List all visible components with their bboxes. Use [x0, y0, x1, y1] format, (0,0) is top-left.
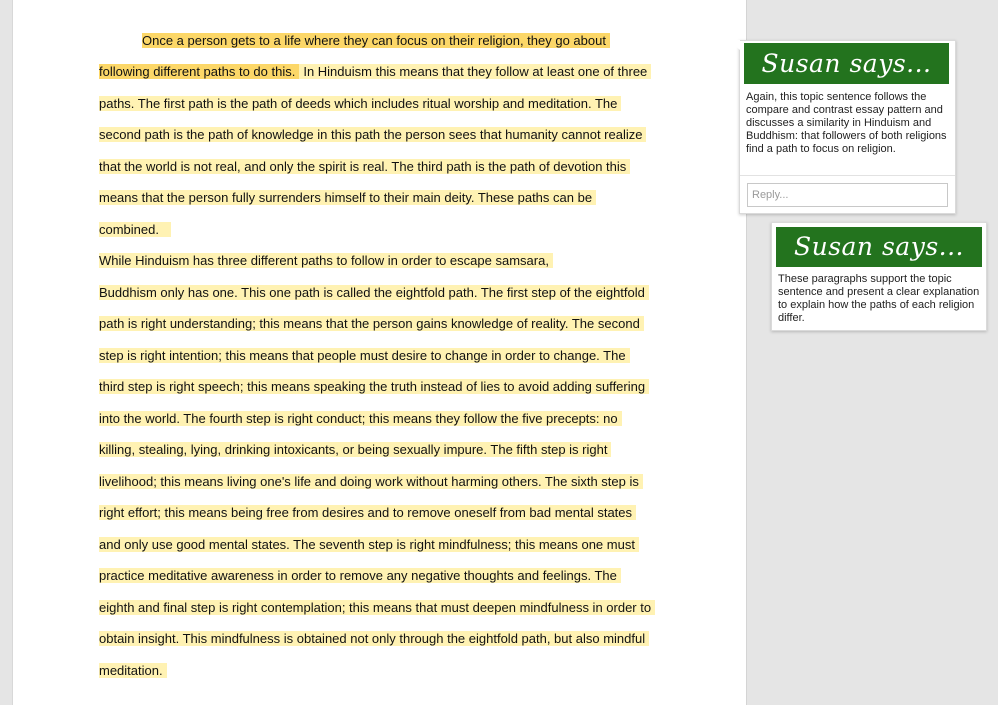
highlighted-text[interactable]: practice meditative awareness in order to remove any negative thoughts and feelings. The: [99, 568, 621, 583]
highlighted-text[interactable]: right effort; this means being free from desires and to remove oneself from bad mental states: [99, 505, 636, 520]
highlighted-text[interactable]: killing, stealing, lying, drinking intoxicants, or being sexually impure. The fifth step is right: [99, 442, 611, 457]
document-line: [99, 404, 622, 434]
document-page[interactable]: [12, 0, 747, 705]
document-line: [99, 498, 636, 528]
highlighted-text[interactable]: path is right understanding; this means that the person gains knowledge of reality. The second: [99, 316, 644, 331]
document-line: [99, 467, 643, 497]
document-line: [99, 215, 171, 245]
document-line: [99, 435, 611, 465]
document-line: [99, 278, 649, 308]
highlighted-text[interactable]: means that the person fully surrenders himself to their main deity. These paths can be: [99, 190, 596, 205]
document-line: [99, 561, 621, 591]
highlighted-text[interactable]: step is right intention; this means that people must desire to change in order to change. The: [99, 348, 630, 363]
highlighted-text[interactable]: Buddhism only has one. This one path is called the eightfold path. The first step of the eightfold: [99, 285, 649, 300]
highlighted-text[interactable]: eighth and final step is right contemplation; this means that must deepen mindfulness in order to: [99, 600, 655, 615]
comment-anchor-pointer: [728, 40, 740, 50]
highlighted-text-active[interactable]: Once a person gets to a life where they can focus on their religion, they go about: [142, 33, 610, 48]
highlighted-text[interactable]: second path is the path of knowledge in this path the person sees that humanity cannot realize: [99, 127, 646, 142]
document-line: [99, 656, 167, 686]
document-line: [99, 246, 553, 276]
document-line: [99, 530, 639, 560]
document-line: [99, 309, 644, 339]
comment-body: Again, this topic sentence follows the compare and contrast essay pattern and discusses a similarity in Hinduism and Buddhism: that followers of both religions find a path to focus on religion.: [746, 91, 947, 155]
comment-author-banner: Susan says...: [776, 227, 982, 267]
highlighted-text[interactable]: and only use good mental states. The seventh step is right mindfulness; this means one must: [99, 537, 639, 552]
reply-input[interactable]: Reply...: [747, 183, 948, 207]
document-line: [99, 57, 651, 87]
comment-card-active[interactable]: [739, 40, 956, 214]
document-line: [99, 624, 649, 654]
highlighted-text[interactable]: livelihood; this means living one's life and doing work without harming others. The sixth step is: [99, 474, 643, 489]
document-line: [99, 89, 621, 119]
document-line: [99, 341, 630, 371]
document-line: [99, 120, 646, 150]
highlighted-text[interactable]: In Hinduism this means that they follow at least one of three: [299, 64, 651, 79]
highlighted-text[interactable]: paths. The first path is the path of deeds which includes ritual worship and meditation. The: [99, 96, 621, 111]
highlighted-text[interactable]: meditation.: [99, 663, 167, 678]
document-line: [99, 372, 649, 402]
comment-body: These paragraphs support the topic sentence and present a clear explanation to explain how the paths of each religion differ.: [778, 273, 980, 324]
comment-card[interactable]: [771, 222, 987, 331]
comment-author-banner: Susan says...: [744, 43, 949, 84]
highlighted-text[interactable]: combined.: [99, 222, 171, 237]
document-line: [99, 593, 655, 623]
highlighted-text[interactable]: obtain insight. This mindfulness is obtained not only through the eightfold path, but also mindful: [99, 631, 649, 646]
highlighted-text-active[interactable]: following different paths to do this.: [99, 64, 299, 79]
document-line: [99, 26, 610, 56]
highlighted-text[interactable]: that the world is not real, and only the spirit is real. The third path is the path of devotion this: [99, 159, 630, 174]
highlighted-text[interactable]: While Hinduism has three different paths to follow in order to escape samsara,: [99, 253, 553, 268]
document-line: [99, 183, 596, 213]
document-line: [99, 152, 630, 182]
highlighted-text[interactable]: third step is right speech; this means speaking the truth instead of lies to avoid adding suffering: [99, 379, 649, 394]
comment-divider: [740, 175, 955, 176]
highlighted-text[interactable]: into the world. The fourth step is right conduct; this means they follow the five precepts: no: [99, 411, 622, 426]
